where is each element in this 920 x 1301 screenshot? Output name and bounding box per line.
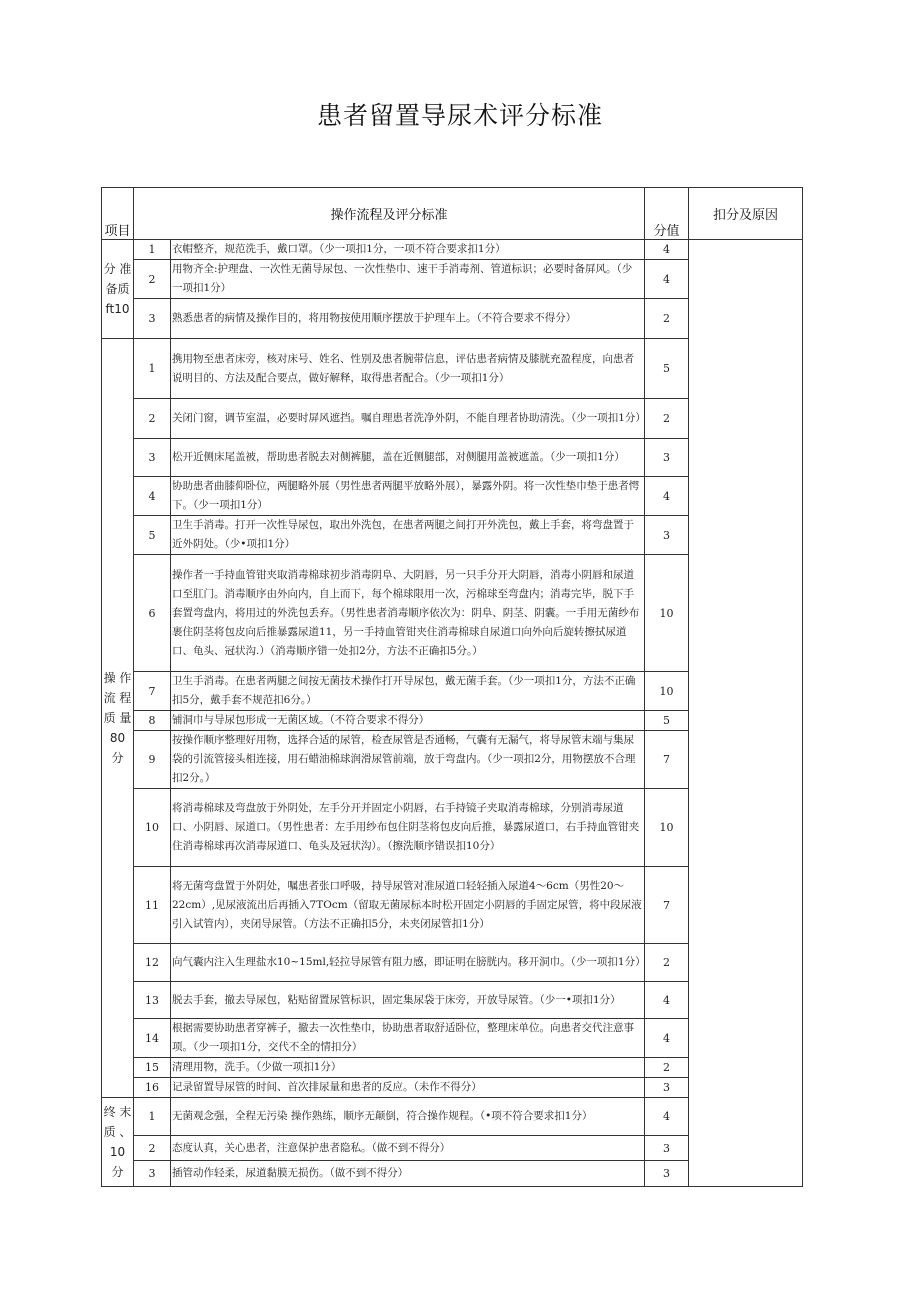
score-table: [101, 187, 803, 1187]
header-project: 项目: [102, 188, 134, 240]
item-criteria: 卫生手消毒。在患者两腿之间按无菌技术操作打开导尿包，戴无菌手套。（少一项扣1分，方法不正确扣5分，戴手套不规范扣6分。）: [171, 672, 645, 711]
item-criteria: 态度认真，关心患者，注意保护患者隐私。（做不到不得分）: [171, 1136, 645, 1161]
item-number: 9: [134, 731, 171, 789]
item-criteria: 关闭门窗，调节室温，必要时屏风遮挡。嘱自理患者洗净外阴，不能自理者协助清洗。（少一项扣1分）: [171, 399, 645, 439]
item-criteria: 按操作顺序整理好用物，选择合适的尿管，检查尿管是否通畅，气囊有无漏气，将导尿管末端与集尿袋的引流管接头相连接，用石蜡油棉球润滑尿管前端，放于弯盘内。（少一项扣2分，用物摆放不合理扣2分。）: [171, 731, 645, 789]
item-score: 2: [645, 944, 689, 982]
item-number: 16: [134, 1078, 171, 1098]
item-criteria: 脱去手套，撤去导尿包，粘贴留置尿管标识，固定集尿袋于床旁，开放导尿管。（少一•项扣1分）: [171, 982, 645, 1019]
page-title: 患者留置导尿术评分标准: [316, 101, 603, 130]
item-number: 2: [134, 399, 171, 439]
item-score: 4: [645, 1098, 689, 1136]
item-score: 4: [645, 260, 689, 299]
item-criteria: 将消毒棉球及弯盘放于外阴处，左手分开并固定小阴唇，右手持镜子夹取消毒棉球，分别消毒尿道口、小阴唇、尿道口。（男性患者：左手用纱布包住阴茎将包皮向后推，暴露尿道口，右手持血管钳夹住消毒棉球再次消毒尿道口、龟头及冠状沟）。（擦洗顺序错误扣10分）: [171, 789, 645, 867]
item-number: 4: [134, 477, 171, 516]
table-row: [102, 240, 803, 260]
item-criteria: 无菌观念强，全程无污染 操作熟练，顺序无颠倒，符合操作规程。（•项不符合要求扣1分）: [171, 1098, 645, 1136]
item-number: 10: [134, 789, 171, 867]
item-criteria: 衣帽整齐，规范洗手，戴口罩。（少一项扣1分，一项不符合要求扣1分）: [171, 240, 645, 260]
item-number: 7: [134, 672, 171, 711]
item-number: 5: [134, 516, 171, 555]
item-criteria: 卫生手消毒。打开一次性导尿包，取出外洗包，在患者两腿之间打开外洗包，戴上手套，将弯盘置于近外阴处。（少•项扣1分）: [171, 516, 645, 555]
item-number: 11: [134, 867, 171, 944]
item-criteria: 清理用物，洗手。（少做一项扣1分）: [171, 1058, 645, 1078]
header-deduction: 扣分及原因: [689, 188, 803, 240]
item-score: 4: [645, 477, 689, 516]
item-score: 3: [645, 516, 689, 555]
item-score: 3: [645, 1136, 689, 1161]
section-category: 终 末 质 、10 分: [102, 1098, 134, 1187]
item-score: 2: [645, 299, 689, 339]
item-number: 2: [134, 260, 171, 299]
item-number: 6: [134, 555, 171, 672]
item-score: 3: [645, 439, 689, 477]
item-criteria: 协助患者曲膝仰卧位，两腿略外展（男性患者两腿平放略外展），暴露外阴。将一次性垫巾垫于患者愕下。（少一项扣1分）: [171, 477, 645, 516]
item-score: 2: [645, 1058, 689, 1078]
item-number: 3: [134, 439, 171, 477]
section-category: 分 准备质 ft10: [102, 240, 134, 339]
section-category: 操 作 流 程 质 量 80 分: [102, 339, 134, 1098]
header-score: 分值: [645, 188, 689, 240]
item-number: 12: [134, 944, 171, 982]
item-criteria: 熟悉患者的病情及操作目的，将用物按使用顺序摆放于护理车上。（不符合要求不得分）: [171, 299, 645, 339]
item-score: 2: [645, 399, 689, 439]
item-criteria: 携用物至患者床旁，核对床号、姓名、性别及患者腕带信息，评估患者病情及膝胱充盈程度，向患者说明目的、方法及配合要点，做好解释，取得患者配合。（少一项扣1分）: [171, 339, 645, 399]
item-score: 10: [645, 672, 689, 711]
item-number: 3: [134, 1161, 171, 1187]
item-score: 7: [645, 731, 689, 789]
item-criteria: 根据需要协助患者穿裤子，撤去一次性垫巾，协助患者取舒适卧位，整理床单位。向患者交代注意事项。（少一项扣1分，交代不全的情扣分）: [171, 1019, 645, 1058]
item-number: 1: [134, 1098, 171, 1136]
item-number: 1: [134, 240, 171, 260]
item-criteria: 用物齐全:护理盘、一次性无菌导尿包、一次性垫巾、速干手消毒剂、管道标识；必要时备屏风。（少一项扣1分）: [171, 260, 645, 299]
item-number: 2: [134, 1136, 171, 1161]
item-number: 3: [134, 299, 171, 339]
item-score: 4: [645, 240, 689, 260]
item-score: 10: [645, 789, 689, 867]
item-score: 7: [645, 867, 689, 944]
item-number: 13: [134, 982, 171, 1019]
item-score: 5: [645, 711, 689, 731]
item-criteria: 将无菌弯盘置于外阴处，嘱患者张口呼吸，持导尿管对准尿道口轻轻插入尿道4～6cm（男性20～22cm）,见尿液流出后再插入7TOcm（留取无菌尿标本时松开固定小阴唇的手固定尿管，将中段尿液引入试管内），夹闭导尿管。（方法不正确扣5分，未夹闭尿管扣1分）: [171, 867, 645, 944]
deduction-cell[interactable]: [689, 240, 803, 1187]
item-criteria: 向气囊内注入生理盐水10~15ml,轻拉导尿管有阻力感，即证明在膀胱内。移开洞巾。（少一项扣1分）: [171, 944, 645, 982]
item-number: 8: [134, 711, 171, 731]
item-criteria: 铺洞巾与导尿包形成一无菌区域。（不符合要求不得分）: [171, 711, 645, 731]
item-criteria: 记录留置导尿管的时间、首次排尿量和患者的反应。（未作不得分）: [171, 1078, 645, 1098]
item-score: 5: [645, 339, 689, 399]
item-score: 3: [645, 1078, 689, 1098]
item-number: 15: [134, 1058, 171, 1078]
header-process: 操作流程及评分标准: [134, 188, 645, 240]
item-score: 10: [645, 555, 689, 672]
item-score: 4: [645, 1019, 689, 1058]
item-criteria: 插管动作轻柔，尿道黏膜无损伤。（做不到不得分）: [171, 1161, 645, 1187]
item-score: 3: [645, 1161, 689, 1187]
item-criteria: 操作者一手持血管钳夹取消毒棉球初步消毒阴阜、大阴唇，另一只手分开大阴唇，消毒小阴唇和尿道口至肛门。消毒顺序由外向内，自上而下，每个棉球限用一次，污棉球至弯盘内；消毒完毕，脱下手套置弯盘内，将用过的外洗包丢弃。（男性患者消毒顺序依次为：阴阜、阴茎、阴囊。一手用无菌纱布裹住阴茎将包皮向后推暴露尿道11，另一手持血管钳夹住消毒棉球自尿道口向外向后旋转擦拭尿道口、龟头、冠状沟.）（消毒顺序错一处扣2分，方法不正确扣5分。）: [171, 555, 645, 672]
item-criteria: 松开近侧床尾盖被，帮助患者脱去对侧裤腿，盖在近侧腿部，对侧腿用盖被遮盖。（少一项扣1分）: [171, 439, 645, 477]
header-row: [102, 188, 803, 240]
item-score: 4: [645, 982, 689, 1019]
item-number: 14: [134, 1019, 171, 1058]
item-number: 1: [134, 339, 171, 399]
